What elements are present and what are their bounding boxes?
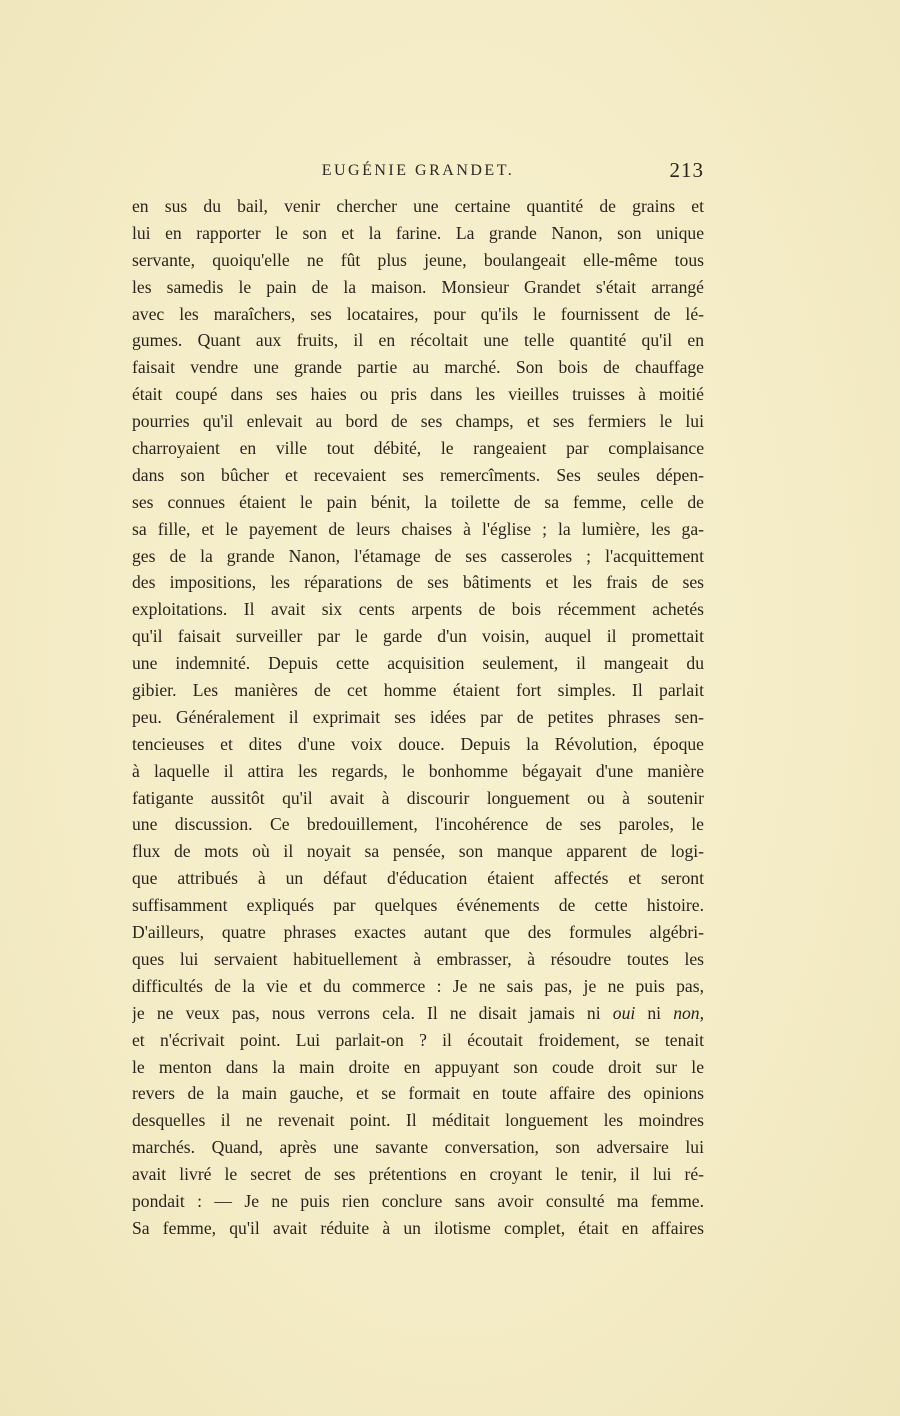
text-line: Sa femme, qu'il avait réduite à un ilotisme complet, était en affaires: [132, 1217, 704, 1238]
italic-word-non: non: [673, 1002, 700, 1023]
page-header: [132, 158, 704, 186]
text-line: qu'il faisait surveiller par le garde d'un voisin, auquel il promettait: [132, 626, 704, 647]
text-line: flux de mots où il noyait sa pensée, son manque apparent de logi-: [132, 841, 704, 862]
text-line: servante, quoiqu'elle ne fût plus jeune, boulangeait elle-même tous: [132, 249, 704, 270]
text-line: marchés. Quand, après une savante conversation, son adversaire lui: [132, 1137, 704, 1158]
text-line: avait livré le secret de ses prétentions en croyant le tenir, il lui ré-: [132, 1164, 704, 1185]
text-line: exploitations. Il avait six cents arpents de bois récemment achetés: [132, 599, 704, 620]
text-line: les samedis le pain de la maison. Monsieur Grandet s'était arrangé: [132, 276, 704, 297]
text-line: une indemnité. Depuis cette acquisition seulement, il mangeait du: [132, 653, 704, 674]
body-text: [132, 193, 704, 1242]
text-line: tencieuses et dites d'une voix douce. Depuis la Révolution, époque: [132, 733, 704, 754]
text-line: sa fille, et le payement de leurs chaises à l'église ; la lumière, les ga-: [132, 518, 704, 539]
text-line: et n'écrivait point. Lui parlait-on ? il écoutait froidement, se tenait: [132, 1029, 704, 1050]
text-line: D'ailleurs, quatre phrases exactes autant que des formules algébri-: [132, 922, 704, 943]
text-line: faisait vendre une grande partie au marché. Son bois de chauffage: [132, 357, 704, 378]
italic-word-oui: oui: [612, 1002, 636, 1023]
text-line: lui en rapporter le son et la farine. La grande Nanon, son unique: [132, 222, 704, 243]
text-line: ges de la grande Nanon, l'étamage de ses casseroles ; l'acquittement: [132, 545, 704, 566]
line-fragment: ni: [635, 1002, 674, 1023]
text-line: difficultés de la vie et du commerce : Je ne sais pas, je ne puis pas,: [132, 975, 704, 996]
text-line: pondait : — Je ne puis rien conclure sans avoir consulté ma femme.: [132, 1190, 704, 1211]
text-line: en sus du bail, venir chercher une certaine quantité de grains et: [132, 196, 704, 216]
text-line: était coupé dans ses haies ou pris dans les vieilles truisses à moitié: [132, 384, 704, 405]
line-fragment: ,: [699, 1002, 704, 1023]
running-title: EUGÉNIE GRANDET.: [321, 162, 515, 179]
text-line: une discussion. Ce bredouillement, l'incohérence de ses paroles, le: [132, 814, 704, 835]
text-line: gibier. Les manières de cet homme étaient fort simples. Il parlait: [132, 680, 704, 701]
text-line: ses connues étaient le pain bénit, la toilette de sa femme, celle de: [132, 491, 704, 512]
text-line: suffisamment expliqués par quelques événements de cette histoire.: [132, 895, 704, 916]
text-line: des impositions, les réparations de ses bâtiments et les frais de ses: [132, 572, 704, 593]
text-line: gumes. Quant aux fruits, il en récoltait une telle quantité qu'il en: [132, 330, 704, 351]
text-line: pourries qu'il enlevait au bord de ses champs, et ses fermiers le lui: [132, 411, 704, 432]
text-line: que attribués à un défaut d'éducation étaient affectés et seront: [132, 868, 704, 889]
page-number: 213: [669, 158, 704, 182]
text-line: avec les maraîchers, ses locataires, pour qu'ils le fournissent de lé-: [132, 303, 704, 324]
text-line: dans son bûcher et recevaient ses remercîments. Ses seules dépen-: [132, 464, 704, 485]
text-line-with-italics: [132, 1000, 704, 1027]
line-fragment: je ne veux pas, nous verrons cela. Il ne disait jamais ni: [132, 1002, 613, 1023]
text-line: revers de la main gauche, et se formait en toute affaire des opinions: [132, 1083, 704, 1104]
text-line: le menton dans la main droite en appuyant son coude droit sur le: [132, 1056, 704, 1077]
text-line: peu. Généralement il exprimait ses idées par de petites phrases sen-: [132, 706, 704, 727]
text-line: à laquelle il attira les regards, le bonhomme bégayait d'une manière: [132, 760, 704, 781]
text-line: fatigante aussitôt qu'il avait à discourir longuement ou à soutenir: [132, 787, 704, 808]
text-line: desquelles il ne revenait point. Il méditait longuement les moindres: [132, 1110, 704, 1131]
text-line: ques lui servaient habituellement à embrasser, à résoudre toutes les: [132, 948, 704, 969]
text-line: charroyaient en ville tout débité, le rangeaient par complaisance: [132, 438, 704, 459]
